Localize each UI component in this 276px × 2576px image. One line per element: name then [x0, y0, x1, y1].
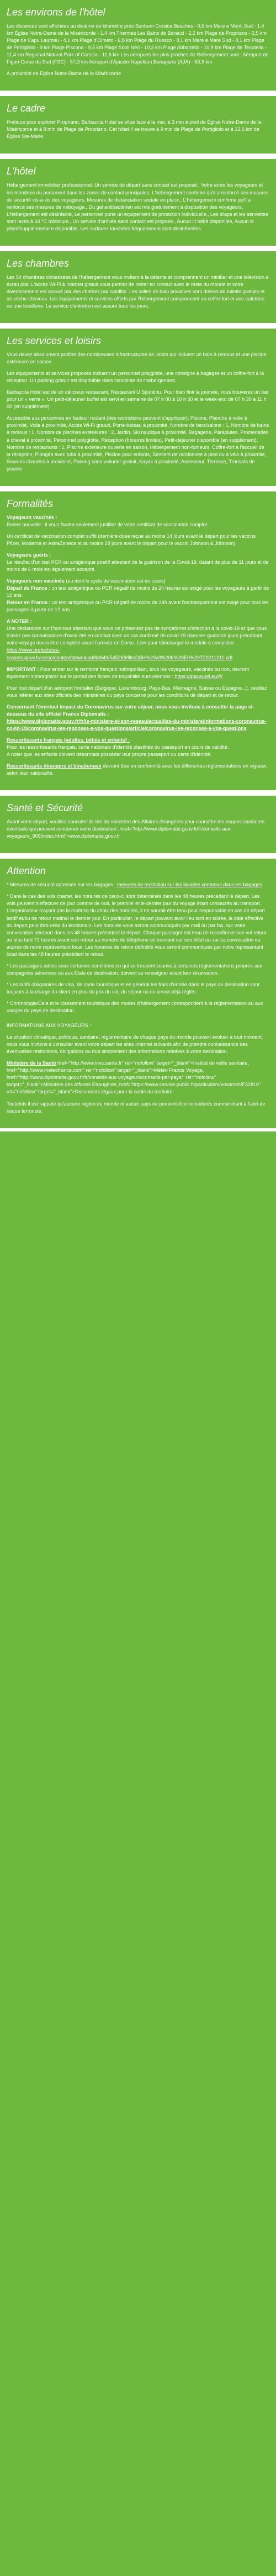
attention-luggage — [7, 881, 269, 888]
text-children: A noter que les enfants doivent désormais posséder leur propre passeport ou carte d'identité. — [7, 752, 211, 758]
chambres-body — [0, 274, 276, 323]
divider — [0, 853, 276, 859]
divider — [0, 246, 276, 251]
divider — [0, 154, 276, 159]
services-text-4: Accessible aux personnes en fauteuil roulant (des restrictions peuvent s'appliquer), Piscine, Planche à voile à proximité, Voile à proximité, Accès Wi-Fi gratuit, Porte-bateau à proximité, Nombre de bars/salons : 1, Nombre de bains à remous : 1, Nombre de piscines extérieures : 2, Jardin, Ski nautique à proximité, Bagagerie, Parapluies, Promenades à cheval à proximité, Personnel polyglotte, Réception (horaires limités), Petit-déjeuner disponible (en supplément), Nombre de restaurants : 1, Piscine extérieure ouverte en saison, Hébergement non-fumeurs, Coffre-fort à l'accueil de la réception, Plongée avec tuba à proximité, Piscine pour enfants, Sentiers de randonnée à pied ou à vélo à proximité, Sources chaudes à proximité, Parking sans voiturier gratuit, Kayak à proximité, Ascenseur, Terrasse, Transats de piscine — [7, 415, 269, 472]
attention-links — [7, 1060, 269, 1096]
chambres-title: Les chambres — [7, 257, 70, 269]
label-vaccinated: Voyageurs vaccinés : — [7, 514, 57, 520]
label-important: IMPORTANT : — [7, 666, 39, 672]
divider — [0, 91, 276, 96]
text-departure: un test antigénique ou PCR négatif de moins de 24 heures est exigé pour les voyageurs à partir de 12 ans. — [7, 585, 269, 599]
environs-title: Les environs de l'hôtel — [7, 7, 105, 18]
sante-body — [0, 818, 276, 853]
divider — [0, 486, 276, 491]
text-luggage: * Mesures de sécurité adressée sur les bagages : — [7, 882, 116, 888]
text-unvaccinated: (ou dont le cycle de vaccination est en cours) — [66, 578, 166, 584]
services-text-1: Vous devez absolument profiter des nombreuses infrastructures de loisirs qui incluent un bain à remous et une piscine extérieure en saison. — [7, 352, 267, 365]
formalites-note — [7, 618, 269, 661]
text-return: un test antigénique ou PCR négatif de moins de 24h avant l'embarquement est exigé pour tous les passagers à partir de 12 ans. — [7, 600, 269, 613]
sante-text: Avant votre départ, veuillez consulter le site du ministère des Affaires étrangères pour connaître les risques sanitaires éventuels qui peuvent concerner votre destination : href="http://www.diplomatie.gouv.fr/fr/conseils-aux-voyageurs_909/index.html">www.diplomatie.gouv.fr — [7, 819, 264, 839]
formalites-recovered — [7, 552, 269, 573]
attention-terrorism: Toutefois il est rappelé qu'aucune région du monde ni aucun pays ne peuvent être considérés comme étant à l'abri de risque terroriste. — [7, 1101, 266, 1114]
services-title: Les services et loisirs — [7, 335, 102, 347]
divider — [0, 1128, 276, 1131]
attention-title: Attention — [7, 865, 46, 877]
formalites-border-airports: Pour tout départ d'un aéroport frontalier (Belgique, Luxembourg, Pays-Bas, Allemagne, Suisse ou Espagne...), veuillez vous référer aux sites officiels des ministères du pays concerné pour les conditions de départ et de retour. — [7, 685, 267, 698]
services-text-3: Barbaccia Hotel est de un délicieux restaurant, Restaurant U Spuntinu. Pour bien finir la journée, vous trouverez un bar pour un « verre ». Un petit-déjeuner buffet est servi en semaine de 07 h 00 à 10 h 30 et le week-end de 07 h 30 à 11 h 00 (en supplément). — [7, 389, 269, 410]
environs-near: À proximité de Église Notre-Dame de la Miséricorde — [7, 71, 121, 77]
text-foreign: devront être en conformité avec les différentes réglementations en vigueur, selon leur nationalité. — [7, 763, 268, 776]
hotel-text: Hébergement immobilier professionnel. Un service de départ sans contact est proposé., Votre entre les voyageurs et les membres du personnel dans les zones de contact principales, L'hébergement confirme qu'il a renforcé ses mesures de sécurité vis-à-vis des voyageurs, Mesures de distanciation sociale en place., L'hébergement confirme qu'il a renforcé ses mesures de nettoyage., Du gel antibactérien est mis gratuitement à disposition des voyageurs, L'hébergement est désinfecté, Le personnel porte un équipement de protection individuelle., Les draps et les serviettes sont lavés à 60 °C minimum., Un service d'arrivée sans contact est proposé., Aucun lit bébé disponible, Aucun lit pliant/supplémentaire disponible, Les surfaces touchées fréquemment sont désinfectées. — [7, 182, 269, 231]
attention-situation: La situation climatique, politique, sanitaire, réglementaire de chaque pays du monde pouvant évoluer à tout moment, nous vous invitons à consulter avant votre départ les sites Internet suivants afin de prendre connaissance des éventuelles restrictions, obligations ou tout simplement des informations relatives à votre destination. — [7, 1034, 263, 1055]
attention-classification: * Chronologie/Cela et le classement touristique des modes d'hébergement correspondent à la réglementation ou aux usages du pays de destination. — [7, 1000, 263, 1014]
formalites-certificate: Un certificat de vaccination complet suffit (dernière dose reçue au moins 14 jours avant le départ pour les vaccins Pfizer, Moderna et AstraZeneca et au moins 28 jours avant le départ pour le vaccin Johnson & Johnson). — [7, 533, 256, 546]
chambres-text: Les 54 chambres climatisées de l'hébergement vous invitent à la détente et comprennent un minibar et une télévision à écran plat. L'accès Wi-Fi à Internet gratuit vous permet de rester en contact avec le reste du monde et votre divertissement est assuré par des chaînes par satellite. Les salles de bain privatives sont dotées de toilette gratuits et un sèche-cheveux. Les équipements et services offerts par l'hébergement comprennent un coffre-fort et une cafetière ou une bouilloire. Le service d'entretien est assuré tous les jours. — [7, 274, 269, 309]
formalites-unvaccinated — [7, 578, 269, 613]
formalites-important — [7, 666, 269, 680]
label-departure: Départ de France : — [7, 585, 51, 591]
text-vaccinated: Bonne nouvelle : il vous faudra seulement justifier de votre certificat de vaccination complet. — [7, 521, 209, 527]
divider — [0, 790, 276, 796]
hotel-title: L'hôtel — [7, 166, 36, 177]
euplf-link[interactable]: https://app.euplf.eu/#/ — [174, 673, 222, 679]
formalites-vaccinated — [7, 514, 269, 528]
formalites-coronavirus — [7, 703, 269, 732]
label-french: Ressortissants français (adultes, bébés et enfants) : — [7, 737, 130, 743]
cadre-text: Pratique pour explorer Propriano, Barbaccia Hotel se situe face à la mer, à 3 min à pied de Église Notre-Dame de la Miséricorde et à 8 min de Plage de Propriano. Cet hôtel 4 se trouve à 9 min de Plage de Portigliolo et à 12,6 km de Église Ste-Marie. — [7, 119, 262, 140]
text-recovered: Le résultat d'un test PCR ou antigénique positif attestant de la guérison de la Covid-19, datant de plus de 11 jours et de moins de 6 mois est également accepté. — [7, 559, 269, 573]
sante-title: Santé et Sécurité — [7, 802, 83, 814]
attention-charter: * Dans le cas des vols charter, les horaires de ceux-ci sont déterminés dans les 48 heures précédant le départ. Les vols peuvent s'effectuer de jour comme de nuit, le premier et le dernier jour du voyage étant consacrés au transport. L'organisateur n'ayant pas la maîtrise du choix des horaires, il ne saurait être tenu pour responsable en cas de départ tardif et/ou de retour matinal le dernier jour. En particulier, le départ pouvant avoir lieu tard en soirée, la date effective du départ peut être celle du lendemain. Les horaires vous seront communiqués par mail ou par fax, sur votre convocation aéroport dans les 48 heures précédant le départ. Chaque passager est tenu de reconfirmer son vol retour au plus tard 72 heures avant son retour au numéro de téléphone se trouvant sur son billet ou sur sa convocation ou auprès de notre représentant local. Les horaires de retour définitifs vous seront communiqués par notre représentant local dans les 48 heures précédant le retour. — [7, 893, 267, 957]
attention-info-title: INFORMATIONS AUX VOYAGEURS : — [7, 1023, 91, 1029]
text-important: Pour entrer sur le territoire français métropolitain, tous les voyageurs, vaccinés ou non, devront également s'enregistrer sur le portail des fiches de traçabilité européennes : — [7, 666, 250, 679]
services-body — [0, 351, 276, 486]
health-ministry-link[interactable]: Ministère de la Santé — [7, 1060, 56, 1066]
formalites-french — [7, 737, 269, 758]
formalites-body — [0, 514, 276, 790]
environs-text: Les distances sont affichées au dixième de kilomètre près Sunburn Corsica Beaches - 0,5 km Mare e Monti Sud - 1,4 km Église Notre-Dame de la Miséricorde - 1,4 km Thermes Les Bains de Baracci - 2,2 km Plage de Propriano - 2,5 km Plage de Capu Laurosu - 4,1 km Plage d'Olmeto - 6,8 km Plage du Ruesco - 8,1 km Mare e Mare Sud - 8,1 km Plage de Portigliolo - 9 km Plage Piscona - 9,5 km Plage Scoli Neri - 10,3 km Plage Abbartello - 10,9 km Plage de Tenutella - 11,4 km Regional Natural Park of Corsica - 11,6 km Les aéroports les plus proches de l'hébergement sont : Aéroport de Figari-Corse du Sud (FSC) - 57,3 km Aéroport d'Ajaccio-Napoléon Bonaparte (AJA) - 63,9 km — [7, 23, 269, 65]
cadre-title: Le cadre — [7, 103, 46, 114]
attention-passengers: * Les passagers admis sous certaines conditions ou qui se trouvent soumis à certaines réglementations propres aux compagnies aériennes ou aux Etats de destination, doivent se renseigner avant leur réservation. — [7, 962, 262, 976]
diplomatie-link[interactable]: https://www.diplomatie.gouv.fr/fr/le-ministere-et-son-reseau/actualites-du-ministere/informations-coronavirus-covid-19/coronavirus-les-reponses-a-vos-questions/article/coronavirus-les-reponses-a-vos-questions — [7, 718, 267, 731]
label-note: A NOTER : — [7, 618, 32, 625]
attention-body — [0, 881, 276, 1128]
label-unvaccinated: Voyageurs non vaccinés — [7, 578, 65, 584]
divider — [0, 323, 276, 329]
services-text-2: Les équipements et services proposés incluent un personnel polyglotte, une consigne à bagages et un coffre-fort à la réception. Un parking gratuit est disponible dans l'enceinte de l'hébergement. — [7, 371, 264, 384]
cadre-body — [0, 119, 276, 154]
text-french: Pour les ressortissants français, carte nationale d'identité plastifiée ou passeport en cours de validité. — [7, 744, 229, 750]
environs-body — [0, 23, 276, 91]
hotel-body — [0, 182, 276, 245]
formalites-title: Formalités — [7, 498, 54, 509]
text-note: Une déclaration sur l'honneur attestant que vous ne présentez pas de symptômes d'infection à la covid-19 et que vous n'avez pas connaissance d'avoir été en contact avec un cas confirmé de covid-19 dans les quatorze jours précédant votre voyage devra être complété avant l'arrivée en Corse. Lien pour télécharger le modèle à compléter : — [7, 626, 267, 646]
label-coronavirus: Concernant l'éventuel impact du Coronavirus sur votre séjour, nous vous invitons à consulter la page ci-dessous du site officiel France Diplomatie : — [7, 703, 254, 717]
formalites-foreign — [7, 763, 269, 777]
label-return: Retour en France : — [7, 600, 51, 606]
label-foreign: Ressortissants étrangers et binationaux — [7, 763, 102, 769]
attention-fees: * Les tarifs obligatoires de visa, de carte touristique et en général les frais d'entrée dans le pays de destination sont toujours à la charge du client en plus du prix du vol, du séjour ou du circuit déjà réglés. — [7, 981, 259, 995]
liquids-link[interactable]: mesures de restriction sur les liquides contenus dans les bagages — [117, 882, 262, 888]
page — [0, 0, 276, 1131]
text-links: href="http://www.invs.sante.fr" rel="nofollow" target="_blank">Institut de veille sanitaire, href="http://www.meteofrance.com" rel="nofollow" target="_blank">Météo France Voyage, href="http://www.diplomatie.gouv.fr/fr/conseils-aux-voyageurs/conseils-par-pays/" rel="nofollow" target="_blank">Ministère des Affaires Étrangères, href="https://www.service-public.fr/particuliers/vosdroits/F32810" rel="nofollow" target="_blank">Documents légaux pour la sortie du territoire. — [7, 1060, 261, 1095]
declaration-link[interactable]: https://www.prefectures-regions.gouv.fr/corse/content/download/84649/545258/file/DSH%20v3%20fr%20E0%20T20211211.pdf — [7, 647, 233, 660]
label-recovered: Voyageurs guéris : — [7, 552, 51, 558]
